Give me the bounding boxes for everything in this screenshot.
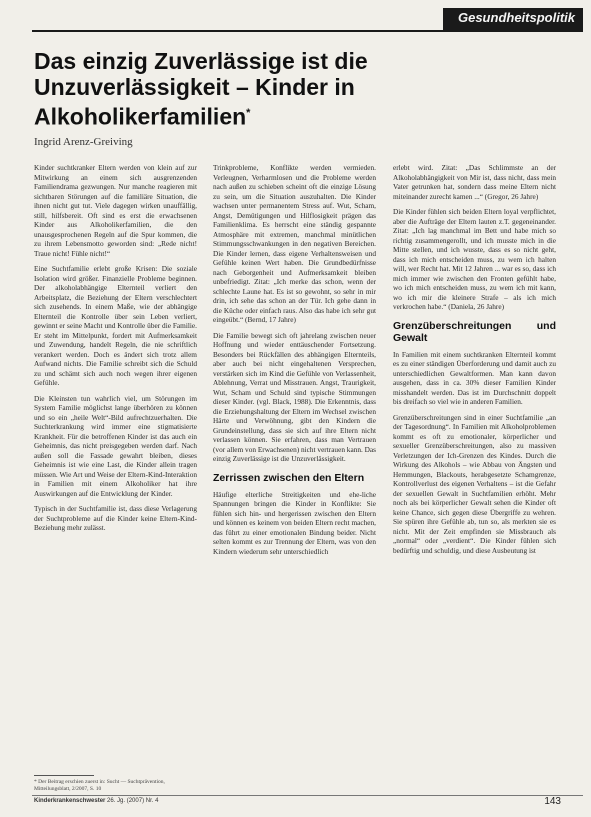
text-column-3 — [393, 163, 556, 791]
section-subheading: Grenzüberschreitungen und Gewalt — [393, 319, 556, 344]
footer-rule — [32, 795, 583, 796]
text-column-2 — [213, 163, 376, 791]
paragraph: Kinder suchtkranker Eltern werden von klein auf zur Mitwirkung an einem sich ausgrenzenden Familiendrama gezwungen. Nur manche reagieren mit sichtbaren Störungen auf die familiäre Situation, die ihnen nicht gut tut. Viele dagegen wirken unauffällig, still, hilfsbereit. Oft sind es erst die erwachsenen Kinder aus Alkoholikerfamilien, die den unausgesprochenen Regeln auf die Spur kommen, die zu ihrem Lebensmotto geworden sind: „Rede nicht! Traue nicht! Fühle nicht!“ — [34, 163, 197, 258]
title-footnote-marker: * — [246, 107, 251, 119]
paragraph: In Familien mit einem suchtkranken Elternteil kommt es zu einer ständigen Überforderung und damit auch zu unterschiedlichen Gewaltformen. Man kann davon ausgehen, dass in ca. 30% dieser Familien Kinder misshandelt werden. Das ist im Durchschnitt doppelt bis dreifach so viel wie in anderen Familien. — [393, 349, 556, 406]
page-number: 143 — [544, 796, 561, 807]
paragraph: Häufige elterliche Streitigkeiten und ehe-liche Spannungen bringen die Kinder in Konflikte: Sie fühlen sich hin- und hergerissen zwischen den Eltern und können es keinem von beiden Eltern recht machen, das führt zu einer emotionalen Bindung beider. Nicht selten kommt es zur Trennung der Eltern, was von den Kindern wiederum sehr unterschiedlich — [213, 489, 376, 556]
paragraph: Eine Suchtfamilie erlebt große Krisen: Die soziale Isolation wird größer. Finanzielle Probleme beginnen. Der alkoholabhängige Elternteil verliert den Arbeitsplatz, die Beziehung der Eltern verschlechtert sich zusehends. In einem Maße, wie der abhängige Elternteil die Kontrolle über sein Leben verliert, gewinnt er seine Macht und Kontrolle über die Familie. Er steht im Mittelpunkt, fordert mit Aufmerksamkeit und Zuwendung, handelt Regeln, die nie schriftlich verankert werden. Doch es ändert sich trotz allem Aufwand nichts. Die Familie schreibt sich die Schuld zu und schämt sich auch noch wegen ihrer eigenen Gefühle. — [34, 264, 197, 387]
paragraph: erlebt wird. Zitat: „Das Schlimmste an der Alkoholabhängigkeit von Mir ist, dass nicht, dass mein Vater getrunken hat, sondern dass meine Eltern nicht miteinander zurecht kamen ...“ (Gregor, 26 Jahre) — [393, 163, 556, 201]
section-header-bar — [443, 8, 583, 30]
section-subheading: Zerrissen zwischen den Eltern — [213, 471, 365, 484]
paragraph: Grenzüberschreitungen sind in einer Suchtfamilie „an der Tagesordnung“. In Familien mit Alkoholproblemen kommt es oft zu emotionaler, körperlicher und sexueller Grenzüberschreitungen, also zu massiven Verletzungen der Ich-Grenzen des Kindes. Durch die Wirkung des Alkohols – wie Abbau von Ängsten und Hemmungen, Blackouts, herabgesetzte Schamgrenze, Kontrollverlust des eigenen Verhaltens – ist die Gefahr der sexuellen Gewalt in Suchtfamilien erhöht. Mehr noch als bei körperlicher Gewalt sehen die Kinder oft keine Chance, sich gegen diese Übergriffe zu wehren. Sie spüren ihre Gefühle ab, tun so, als merkten sie es nicht. Mit der Zeit empfinden sie Missbrauch als „normal“ oder „verdient“. Die Kinder fühlen sich bedürftig und schuldig, und diese Ausbeutung ist — [393, 412, 556, 555]
paragraph: Die Familie bewegt sich oft jahrelang zwischen neuer Hoffnung und wieder enttäuschender Fortsetzung. Besonders bei Rückfällen des abhängigen Elternteils, aber auch bei nicht eingehaltenen Versprechen, verstärken sich im Kind die Gefühle von Verlassenheit, Ablehnung, Verrat und Misstrauen. Angst, Traurigkeit, Wut, Scham und Schuld sind typische Stimmungen dieser Kinder. (vgl. Black, 1988). Die Erkenntnis, dass die Erziehungshaltung der Eltern im Wechsel zwischen Härte und Verwöhnung, gibt den Kindern die Grundeinstellung, dass sie sich auf ihre Eltern nicht verlassen können. Sie erfahren, dass man Vertrauen (vor allem von Erwachsenen) nicht vertrauen kann. Das einzig Zuverlässige ist die Unzuverlässigkeit. — [213, 330, 376, 463]
header-rule — [32, 30, 583, 32]
paragraph: Trinkprobleme, Konflikte werden vermieden. Verleugnen, Verharmlosen und die Probleme werden nach außen zu schieben scheint oft die einzige Lösung zu sein, um die Situation auszuhalten. Die Kinder wachsen unter permanentem Stress auf. Wut, Scham, Angst, Demütigungen und Hilflosigkeit prägen das Familienklima. Es herrscht eine ständig gespannte Atmosphäre mit extremen, manchmal minütlichen Stimmungsschwankungen in den negativen Bereichen. Die Kinder lernen, dass eigene Verhaltensweisen und Gefühle keinen Wert haben. Die Grundbedürfnisse nach Geborgenheit und Aufmerksamkeit bleiben unbefriedigt. Zitat: „Ich merke das schon, wenn der schlechte Laune hat. Es ist so gewohnt, so sehr in mir drin, ich sehe das schon an der Tür. Ich gehe dann in die Küche oder einfach raus. Also das habe ich sehr gut eingeübt.“ (Bernd, 17 Jahre) — [213, 163, 376, 324]
paragraph: Die Kleinsten tun wahrlich viel, um Störungen im System Familie möglichst lange überhören zu können und so ein „heile Welt“-Bild aufrechtzuerhalten. Die Suchterkrankung wird immer eine stigmatisierte Krankheit. Für die betroffenen Kinder ist das auch ein Geheimnis, das nicht preisgegeben werden darf. Nach außen soll die Fassade gewahrt bleiben, dieses Geheimnis ist wie eine Last, die Kinder allein tragen müssen. Wie Art und Weise der Eltern-Kind-Interaktion in Familien mit einem Alkoholiker hat ihre Auswirkungen auf die Entwicklung der Kinder. — [34, 393, 197, 498]
paragraph: Typisch in der Suchtfamilie ist, dass diese Verlagerung der Suchtprobleme auf die Kinder keine Eltern-Kind-Beziehung mehr zulässt. — [34, 504, 197, 532]
article-title-text: Das einzig Zuverlässige ist die Unzuverlässigkeit – Kinder in Alkoholikerfamilien — [34, 48, 368, 130]
journal-issue: 26. Jg. (2007) Nr. 4 — [107, 798, 159, 804]
footnote-rule — [34, 775, 94, 776]
text-column-1 — [34, 163, 197, 765]
article-author: Ingrid Arenz-Greiving — [34, 136, 133, 148]
section-label: Gesundheitspolitik — [457, 10, 575, 25]
journal-footer — [34, 798, 158, 804]
footnote: * Der Beitrag erschien zuerst in: Sucht — Suchtprävention, Mitteilungsblatt, 2/2007, S. 10 — [34, 779, 165, 792]
paragraph: Die Kinder fühlen sich beiden Eltern loyal verpflichtet, aber die Aufträge der Eltern lauten z.T. gegeneinander. Zitat: „Ich lag manchmal im Bett und habe mich so richtig zusammengerollt, und ich musste mich in die Mitte stellen, und ich wusste, dass es so nicht geht, dass ich mich entscheiden muss, zu wem ich halten will, wer Recht hat. Mit 12 Jahren ... war es so, dass ich mich immer wie zwischen den Fronten gefühlt habe, wo ich mich entscheiden muss, zu wem ich mit kann, wo ich mir die kleinere Strafe – als ich mich verkrochen habe.“ (Daniela, 26 Jahre) — [393, 207, 556, 311]
article-title — [34, 48, 504, 130]
journal-name: Kinderkrankenschwester — [34, 798, 106, 804]
